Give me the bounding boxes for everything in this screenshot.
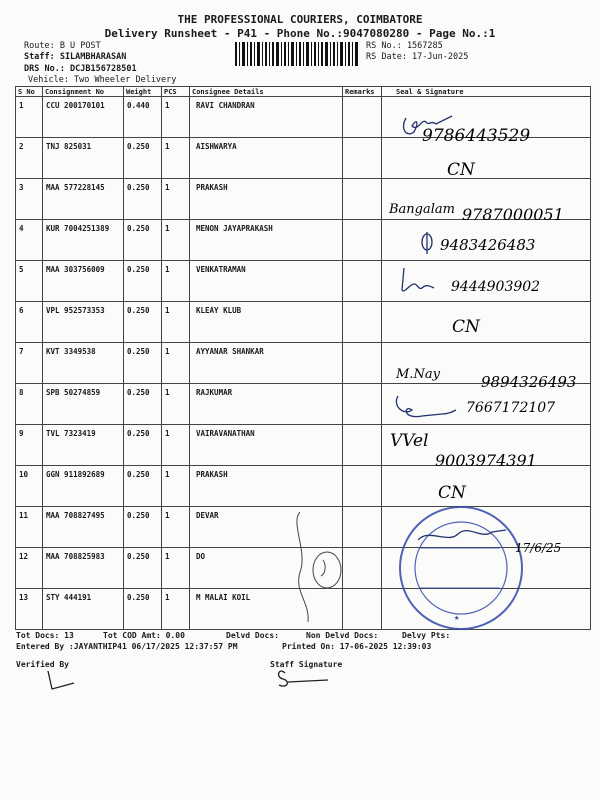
hw-cn-1: CN [447, 160, 475, 180]
cell-sno: 11 [16, 507, 43, 548]
col-remarks: Remarks [343, 87, 382, 97]
hw-phone-4: 9444903902 [451, 279, 541, 295]
stamp-star: ★ [454, 613, 460, 623]
cell-consignment: GGN 911892689 [43, 466, 124, 507]
cell-consignee: RAJKUMAR [190, 384, 343, 425]
printed-on: Printed On: 17-06-2025 12:39:03 [282, 642, 432, 651]
cell-pcs: 1 [162, 302, 190, 343]
cell-weight: 0.250 [124, 220, 162, 261]
cell-consignment: CCU 200170101 [43, 97, 124, 138]
cell-sno: 1 [16, 97, 43, 138]
delvy-pts: Delvy Pts: [402, 631, 451, 640]
cell-consignee: VENKATRAMAN [190, 261, 343, 302]
entered-by: Entered By :JAYANTHIP41 06/17/2025 12:37:57 PM [16, 642, 238, 651]
hw-sig-vvel: VVel [390, 431, 429, 451]
rs-date: RS Date: 17-Jun-2025 [366, 52, 469, 62]
col-weight: Weight [124, 87, 162, 97]
cell-weight: 0.250 [124, 425, 162, 466]
hw-cn-3: CN [438, 483, 466, 503]
cell-consignment: MAA 708825983 [43, 548, 124, 589]
cell-consignee: KLEAY KLUB [190, 302, 343, 343]
cell-consignment: TVL 7323419 [43, 425, 124, 466]
cell-pcs: 1 [162, 466, 190, 507]
cell-weight: 0.250 [124, 302, 162, 343]
cell-weight: 0.250 [124, 466, 162, 507]
cell-consignee: AISHWARYA [190, 138, 343, 179]
col-consignee: Consignee Details [190, 87, 343, 97]
cell-consignee: DO [190, 548, 343, 589]
staff-signature: Staff Signature [270, 660, 343, 669]
hw-sig-bangalam: Bangalam [389, 202, 455, 217]
cell-consignment: MAA 577228145 [43, 179, 124, 220]
cell-weight: 0.250 [124, 548, 162, 589]
hw-sig-mnay: M.Nay [396, 367, 440, 382]
verified-by: Verified By [16, 660, 69, 669]
cell-consignee: AYYANAR SHANKAR [190, 343, 343, 384]
cell-consignee: RAVI CHANDRAN [190, 97, 343, 138]
cell-pcs: 1 [162, 179, 190, 220]
signature-row4 [422, 232, 432, 254]
cell-sno: 4 [16, 220, 43, 261]
cell-consignment: TNJ 825031 [43, 138, 124, 179]
cell-consignee: PRAKASH [190, 179, 343, 220]
cell-sno: 10 [16, 466, 43, 507]
stamp [400, 507, 522, 629]
cell-sno: 3 [16, 179, 43, 220]
hw-phone-3: 9483426483 [440, 236, 536, 254]
hw-phone-1: 9786443529 [422, 126, 531, 146]
cell-weight: 0.250 [124, 261, 162, 302]
hw-phone-2: 9787000051 [462, 205, 564, 224]
cell-pcs: 1 [162, 507, 190, 548]
cell-weight: 0.250 [124, 138, 162, 179]
cell-consignee: MENON JAYAPRAKASH [190, 220, 343, 261]
cell-pcs: 1 [162, 425, 190, 466]
cell-pcs: 1 [162, 97, 190, 138]
cell-weight: 0.250 [124, 384, 162, 425]
vehicle: Vehicle: Two Wheeler Delivery [28, 75, 177, 85]
hw-phone-6: 7667172107 [466, 400, 556, 416]
cell-consignment: MAA 708827495 [43, 507, 124, 548]
cell-weight: 0.250 [124, 589, 162, 630]
cell-weight: 0.250 [124, 179, 162, 220]
cell-pcs: 1 [162, 138, 190, 179]
verified-signature-mark [48, 671, 74, 689]
scribble-left [297, 512, 341, 622]
cell-pcs: 1 [162, 343, 190, 384]
cell-pcs: 1 [162, 548, 190, 589]
cell-consignment: VPL 952573353 [43, 302, 124, 343]
signature-row5 [402, 268, 434, 291]
company-title: THE PROFESSIONAL COURIERS, COIMBATORE [177, 13, 423, 26]
hw-phone-7: 9003974391 [435, 451, 537, 470]
cell-pcs: 1 [162, 220, 190, 261]
route: Route: B U POST [24, 41, 101, 51]
cell-pcs: 1 [162, 589, 190, 630]
delvd-docs: Delvd Docs: [226, 631, 279, 640]
cell-sno: 9 [16, 425, 43, 466]
cell-consignee: M MALAI KOIL [190, 589, 343, 630]
cell-consignment: SPB 50274859 [43, 384, 124, 425]
cell-consignment: MAA 303756009 [43, 261, 124, 302]
signature-row8 [396, 396, 456, 417]
cell-sno: 7 [16, 343, 43, 384]
col-seal-signature: Seal & Signature [382, 87, 591, 97]
cell-consignee: PRAKASH [190, 466, 343, 507]
cell-weight: 0.250 [124, 507, 162, 548]
staff: Staff: SILAMBHARASAN [24, 52, 127, 62]
runsheet-subtitle: Delivery Runsheet - P41 - Phone No.:9047080280 - Page No.:1 [104, 27, 496, 40]
cell-weight: 0.250 [124, 343, 162, 384]
cell-consignee: VAIRAVANATHAN [190, 425, 343, 466]
col-pcs: PCS [162, 87, 190, 97]
cell-sno: 6 [16, 302, 43, 343]
cell-sno: 8 [16, 384, 43, 425]
cell-consignment: STY 444191 [43, 589, 124, 630]
cell-weight: 0.440 [124, 97, 162, 138]
rs-number: RS No.: 1567285 [366, 41, 443, 51]
cell-sno: 5 [16, 261, 43, 302]
cell-sno: 13 [16, 589, 43, 630]
cell-consignment: KVT 3349538 [43, 343, 124, 384]
cell-consignment: KUR 7004251389 [43, 220, 124, 261]
staff-signature-mark [279, 671, 328, 686]
hw-phone-5: 9894326493 [481, 373, 577, 391]
hw-date: 17/6/25 [515, 541, 562, 555]
cell-pcs: 1 [162, 261, 190, 302]
col-consignment: Consignment No [43, 87, 124, 97]
tot-docs: Tot Docs: 13 [16, 631, 74, 640]
tot-cod: Tot COD Amt: 0.00 [103, 631, 185, 640]
cell-pcs: 1 [162, 384, 190, 425]
cell-consignee: DEVAR [190, 507, 343, 548]
non-delvd-docs: Non Delvd Docs: [306, 631, 379, 640]
cell-sno: 12 [16, 548, 43, 589]
col-sno: S No [16, 87, 43, 97]
cell-sno: 2 [16, 138, 43, 179]
drs-number: DRS No.: DCJB156728501 [24, 64, 137, 74]
hw-cn-2: CN [452, 317, 480, 337]
